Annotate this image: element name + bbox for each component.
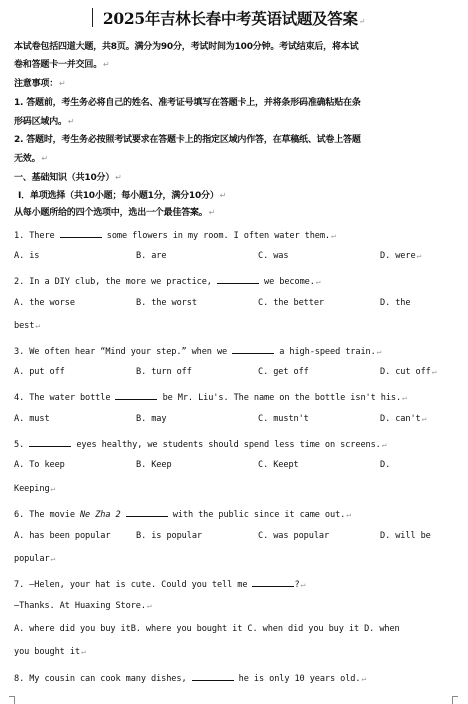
q6-stem-start: 6. The movie [14,510,75,520]
q4-option-b[interactable]: B. may [136,414,167,424]
note-1-line-2 [14,114,74,127]
question-5 [14,437,386,450]
paragraph-mark: ↵ [50,484,56,493]
q1-option-d-wrap[interactable] [380,251,421,261]
q3-option-c[interactable]: C. get off [258,367,309,377]
q7-blank[interactable] [252,577,294,587]
q5-option-d[interactable]: D. [380,460,391,470]
q5-option-d-cont[interactable]: Keeping [14,484,50,494]
paragraph-mark: ↵ [146,601,152,610]
q2-stem-start: 2. In a DIY club, the more we practice, [14,277,212,287]
note-1-text-2: 形码区域内。 [14,117,67,127]
part-1-heading [18,188,226,201]
paragraph-mark: ↵ [115,173,122,182]
q1-option-d[interactable]: D. were [380,251,416,261]
corner-mark-horizontal [452,696,458,697]
text-cursor [92,8,93,27]
paragraph-mark: ↵ [358,17,366,26]
q6-option-a[interactable]: A. has been popular [14,531,111,541]
q6-option-d-continued [14,554,55,564]
q8-stem-end: he is only 10 years old. [238,674,361,684]
paragraph-mark: ↵ [35,321,41,330]
note-1-text-1: 1. 答题前，考生务必将自己的姓名、准考证号填写在答题卡上，并将条形码准确粘贴在条 [14,98,361,108]
q3-blank[interactable] [232,344,274,354]
intro-text-2: 卷和答题卡一并交回。 [14,60,103,70]
question-6 [14,507,351,520]
q6-options [0,531,468,543]
question-2 [14,274,321,287]
q6-option-b[interactable]: B. is popular [136,531,202,541]
q3-option-b[interactable]: B. turn off [136,367,192,377]
paragraph-mark: ↵ [346,510,351,519]
q7-reply-text: —Thanks. At Huaxing Store. [14,601,146,611]
paragraph-mark: ↵ [41,154,48,163]
q7-options [14,624,400,634]
q2-option-a[interactable]: A. the worse [14,298,75,308]
notes-heading-text: 注意事项： [14,79,59,89]
paragraph-mark: ↵ [80,647,86,656]
q4-option-c[interactable]: C. mustn't [258,414,309,424]
q5-stem-start: 5. [14,440,25,450]
question-8 [14,671,366,684]
q6-option-d[interactable]: D. will be [380,531,431,541]
q3-option-d[interactable]: D. cut off [380,367,431,377]
paragraph-mark: ↵ [50,554,56,563]
q3-stem-start: 3. We often hear “Mind your step.” when we [14,347,228,357]
note-2-text-2: 无效。 [14,154,41,164]
q2-option-d-continued [14,321,40,331]
q8-stem-start: 8. My cousin can cook many dishes, [14,674,187,684]
q6-stem-end: with the public since it came out. [172,510,346,520]
paragraph-mark: ↵ [300,580,306,589]
q1-option-c[interactable]: C. was [258,251,289,261]
q6-option-c[interactable]: C. was popular [258,531,330,541]
q4-option-d-wrap[interactable] [380,414,426,424]
q4-stem-start: 4. The water bottle [14,393,111,403]
page-corner-mark-right [452,696,458,704]
q1-options [0,251,468,263]
intro-line-1 [14,39,358,52]
paragraph-mark: ↵ [331,231,336,240]
q5-option-c[interactable]: C. Keept [258,460,299,470]
paragraph-mark: ↵ [381,440,387,449]
paragraph-mark: ↵ [376,347,382,356]
q6-movie-title: Ne Zha 2 [79,510,121,520]
q2-option-c[interactable]: C. the better [258,298,324,308]
q8-blank[interactable] [192,671,234,681]
corner-mark-vertical [452,696,453,704]
paragraph-mark: ↵ [361,674,367,683]
q1-stem-end: some flowers in my room. I often water them. [106,231,331,241]
q5-option-d-continued [14,484,55,494]
q2-stem-end: we become. [264,277,315,287]
section-1-heading-text: 一、基础知识（共10分） [14,173,115,183]
q2-option-d[interactable]: D. the [380,298,411,308]
paragraph-mark: ↵ [421,414,427,423]
q6-blank[interactable] [126,507,168,517]
q3-options [0,367,468,379]
q7-stem-start: 7. —Helen, your hat is cute. Could you tell me [14,580,248,590]
q5-stem-end: eyes healthy, we students should spend less time on screens. [76,440,381,450]
instruction-line [14,205,215,218]
note-2-line-2 [14,151,48,164]
question-4 [14,390,407,403]
note-1-line-1 [14,95,361,108]
paragraph-mark: ↵ [67,117,75,126]
q5-options [0,460,468,472]
q7-reply [14,601,152,611]
q4-blank[interactable] [115,390,157,400]
corner-mark-vertical [14,696,15,704]
paragraph-mark: ↵ [219,191,227,200]
question-1 [14,228,336,241]
page-title [0,7,468,29]
note-2-text-1: 2. 答题时，考生务必按照考试要求在答题卡上的指定区域内作答，在草稿纸、试卷上答题 [14,135,361,145]
question-7 [14,577,305,590]
q4-stem-end: be Mr. Liu's. The name on the bottle isn't his. [162,393,402,403]
q2-blank[interactable] [217,274,259,284]
q1-option-a[interactable]: A. is [14,251,40,261]
title-text: 2025年吉林长春中考英语试题及答案 [102,9,358,28]
q3-stem-end: a high-speed train. [279,347,376,357]
section-1-heading [14,170,122,183]
corner-mark-horizontal [9,696,15,697]
intro-text-1: 本试卷包括四道大题，共8页。满分为90分，考试时间为100分钟。考试结束后，将本试 [14,42,359,52]
page-corner-mark-left [9,696,15,704]
q7-options-continued [14,647,86,657]
q3-option-d-wrap[interactable] [380,367,436,377]
q2-option-b[interactable]: B. the worst [136,298,197,308]
paragraph-mark: ↵ [416,251,422,260]
q4-option-d[interactable]: D. can't [380,414,421,424]
intro-line-2 [14,57,110,70]
q7-options-cont[interactable]: you bought it [14,647,80,657]
paragraph-mark: ↵ [315,277,321,286]
q7-stem-end: ? [294,580,300,590]
paragraph-mark: ↵ [402,393,407,402]
q1-option-b[interactable]: B. are [136,251,167,261]
notes-heading [14,76,66,89]
paragraph-mark: ↵ [431,367,437,376]
q5-option-a[interactable]: A. To keep [14,460,65,470]
q2-option-d-cont[interactable]: best [14,321,35,331]
q4-options [0,414,468,426]
paragraph-mark: ↵ [59,79,66,88]
q1-stem-start: 1. There [14,231,55,241]
paragraph-mark: ↵ [103,60,110,69]
q5-option-b[interactable]: B. Keep [136,460,172,470]
q2-options [0,298,468,310]
instruction-text: 从每小题所给的四个选项中，选出一个最佳答案。 [14,208,208,218]
q4-option-a[interactable]: A. must [14,414,50,424]
paragraph-mark: ↵ [208,208,216,217]
question-3 [14,344,381,357]
note-2-line-1 [14,132,361,145]
q6-option-d-cont[interactable]: popular [14,554,50,564]
part-1-heading-text: Ⅰ．单项选择（共10小题；每小题1分，满分10分） [18,191,219,201]
q1-blank[interactable] [60,228,102,238]
q3-option-a[interactable]: A. put off [14,367,65,377]
q7-options-text[interactable]: A. where did you buy itB. where you bought it C. when did you buy it D. when [14,624,400,634]
q5-blank[interactable] [29,437,71,447]
